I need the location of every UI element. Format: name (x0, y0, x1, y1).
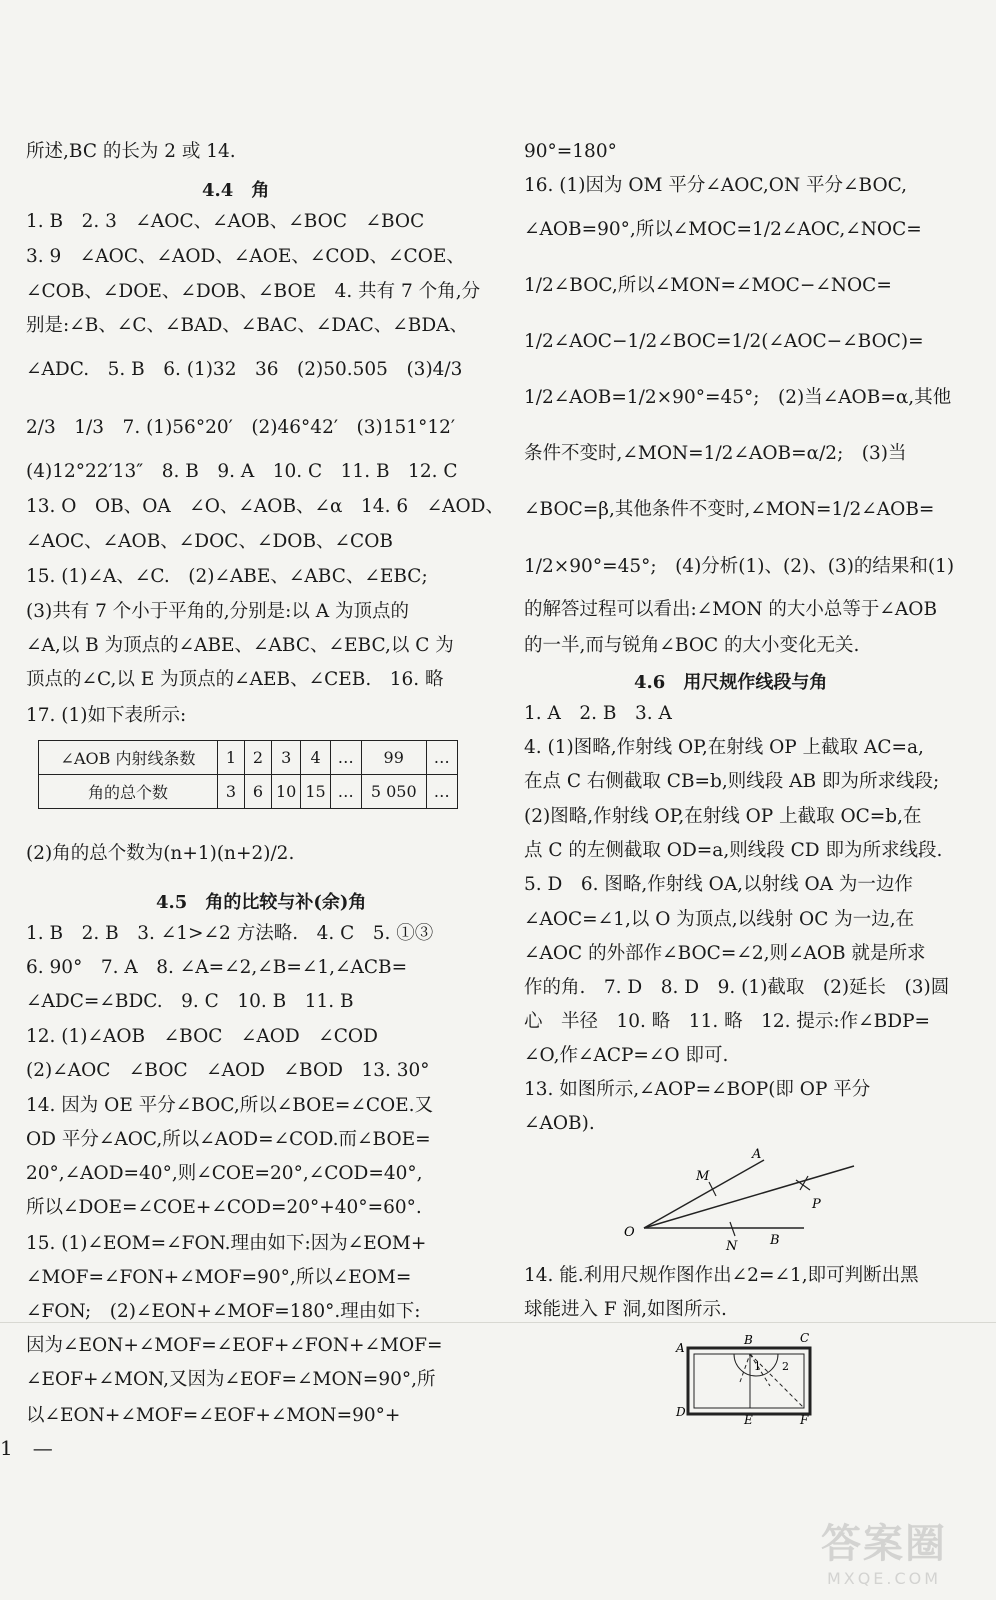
table-cell: 3 (272, 741, 301, 775)
watermark-url: MXQE.COM (826, 1569, 942, 1588)
text-line: ∠AOC=∠1,以 O 为顶点,以线射 OC 为一边,在 (524, 909, 915, 930)
text-line: 1/2×90°=45°; (4)分析(1)、(2)、(3)的结果和(1) (524, 556, 955, 577)
text-line: OD 平分∠AOC,所以∠AOD=∠COD.而∠BOE= (26, 1129, 431, 1150)
table-outer (688, 1348, 810, 1414)
text-line: 在点 C 右侧截取 CB=b,则线段 AB 即为所求线段; (524, 771, 940, 792)
text-line: 15. (1)∠EOM=∠FON.理由如下:因为∠EOM+ (26, 1233, 427, 1254)
fig-label: C (800, 1331, 810, 1345)
page-rule (0, 1322, 996, 1323)
text-line: ∠BOC=β,其他条件不变时,∠MON=1/2∠AOB= (524, 499, 935, 520)
text-line: 的一半,而与锐角∠BOC 的大小变化无关. (524, 635, 860, 656)
text-line: 所述,BC 的长为 2 或 14. (26, 141, 236, 162)
text-line: 因为∠EON+∠MOF=∠EOF+∠FON+∠MOF= (26, 1335, 443, 1356)
arc-mark-m (709, 1182, 716, 1196)
text-line: 17. (1)如下表所示: (26, 705, 187, 726)
text-line: ∠EOF+∠MON,又因为∠EOF=∠MON=90°,所 (26, 1369, 436, 1390)
table-cell: 15 (301, 775, 330, 809)
fig-label: B (744, 1333, 753, 1347)
path-line-in (740, 1354, 750, 1382)
watermark-text: 答案圈 (821, 1521, 947, 1567)
section-heading-4-6: 4.6 用尺规作线段与角 (634, 672, 828, 693)
text-line: ∠O,作∠ACP=∠O 即可. (524, 1045, 729, 1066)
table-cell: 5 050 (361, 775, 426, 809)
angle-bisector-figure (614, 1146, 864, 1256)
fig-label: A (752, 1147, 762, 1162)
text-line: 20°,∠AOD=40°,则∠COE=20°,∠COD=40°, (26, 1163, 423, 1184)
text-line: (2)角的总个数为(n+1)(n+2)/2. (26, 843, 295, 864)
text-line: 1/2∠AOB=1/2×90°=45°; (2)当∠AOB=α,其他 (524, 387, 952, 408)
text-line: ∠ADC. 5. B 6. (1)32 36 (2)50.505 (3)4/3 (26, 359, 463, 380)
text-line: 13. O OB、OA ∠O、∠AOB、∠α 14. 6 ∠AOD、 (26, 496, 504, 517)
fig-label: M (696, 1169, 710, 1184)
table-row (39, 775, 458, 809)
text-line: ∠AOC、∠AOB、∠DOC、∠DOB、∠COB (26, 531, 393, 552)
text-line: (2)∠AOC ∠BOC ∠AOD ∠BOD 13. 30° (26, 1060, 430, 1081)
text-line: 作的角. 7. D 8. D 9. (1)截取 (2)延长 (3)圆 (524, 977, 950, 998)
text-line: ∠AOB). (524, 1113, 595, 1134)
section-heading-4-4: 4.4 角 (202, 180, 270, 201)
text-line: 所以∠DOE=∠COE+∠COD=20°+40°=60°. (26, 1197, 422, 1218)
text-line: 顶点的∠C,以 E 为顶点的∠AEB、∠CEB. 16. 略 (26, 669, 444, 690)
text-line: ∠AOC 的外部作∠BOC=∠2,则∠AOB 就是所求 (524, 943, 926, 964)
text-line: 别是:∠B、∠C、∠BAD、∠BAC、∠DAC、∠BDA、 (26, 315, 469, 336)
billiard-table-figure (674, 1330, 824, 1430)
text-line: 以∠EON+∠MOF=∠EOF+∠MON=90°+ (26, 1405, 401, 1426)
table-cell: … (426, 741, 457, 775)
fig-label: 1 (754, 1360, 761, 1373)
text-line: (2)图略,作射线 OP,在射线 OP 上截取 OC=b,在 (524, 806, 922, 827)
fig-label: 2 (782, 1360, 789, 1373)
fig-label: B (770, 1233, 780, 1248)
fig-label: A (676, 1341, 685, 1355)
text-line: 1. B 2. B 3. ∠1>∠2 方法略. 4. C 5. ①③ (26, 923, 434, 944)
table-cell: 角的总个数 (39, 775, 218, 809)
text-line: 4. (1)图略,作射线 OP,在射线 OP 上截取 AC=a, (524, 737, 924, 758)
text-line: ∠COB、∠DOE、∠DOB、∠BOE 4. 共有 7 个角,分 (26, 281, 481, 302)
table-cell: 3 (218, 775, 245, 809)
table-cell: … (426, 775, 457, 809)
text-line: 1/2∠BOC,所以∠MON=∠MOC−∠NOC= (524, 275, 892, 296)
text-line: 点 C 的左侧截取 OD=a,则线段 CD 即为所求线段. (524, 840, 943, 861)
text-line: 5. D 6. 图略,作射线 OA,以射线 OA 为一边作 (524, 874, 913, 895)
text-line: ∠MOF=∠FON+∠MOF=90°,所以∠EOM= (26, 1267, 412, 1288)
table-cell: 10 (272, 775, 301, 809)
text-line: ∠FON; (2)∠EON+∠MOF=180°.理由如下: (26, 1301, 421, 1322)
fig-label: E (744, 1413, 753, 1427)
text-line: 14. 因为 OE 平分∠BOC,所以∠BOE=∠COE.又 (26, 1095, 434, 1116)
ray-count-table (38, 740, 458, 809)
fig-label: F (800, 1413, 809, 1427)
ray-op (644, 1166, 854, 1228)
text-line: ∠A,以 B 为顶点的∠ABE、∠ABC、∠EBC,以 C 为 (26, 635, 454, 656)
text-line: ∠AOB=90°,所以∠MOC=1/2∠AOC,∠NOC= (524, 219, 922, 240)
section-heading-4-5: 4.5 角的比较与补(余)角 (156, 892, 367, 913)
text-line: 14. 能.利用尺规作图作出∠2=∠1,即可判断出黑 (524, 1265, 919, 1286)
table-cell: … (330, 741, 361, 775)
table-cell: 4 (301, 741, 330, 775)
watermark-logo (794, 1512, 974, 1588)
text-line: ∠ADC=∠BDC. 9. C 10. B 11. B (26, 991, 354, 1012)
text-line: 12. (1)∠AOB ∠BOC ∠AOD ∠COD (26, 1026, 378, 1047)
table-cell: … (330, 775, 361, 809)
table-cell: 1 (218, 741, 245, 775)
text-line: 球能进入 F 洞,如图所示. (524, 1299, 727, 1320)
table-cell: 6 (245, 775, 272, 809)
text-line: 1. A 2. B 3. A (524, 703, 672, 724)
text-line: 1. B 2. 3 ∠AOC、∠AOB、∠BOC ∠BOC (26, 211, 425, 232)
text-line: 6. 90° 7. A 8. ∠A=∠2,∠B=∠1,∠ACB= (26, 957, 408, 978)
text-line: 的解答过程可以看出:∠MON 的大小总等于∠AOB (524, 599, 938, 620)
text-line: 3. 9 ∠AOC、∠AOD、∠AOE、∠COD、∠COE、 (26, 246, 465, 267)
page-number-mark: 1 — (0, 1436, 53, 1460)
fig-label: N (726, 1239, 738, 1254)
text-line: 条件不变时,∠MON=1/2∠AOB=α/2; (3)当 (524, 443, 907, 464)
text-line: 13. 如图所示,∠AOP=∠BOP(即 OP 平分 (524, 1079, 871, 1100)
fig-label: O (624, 1225, 635, 1240)
fig-label: P (812, 1197, 821, 1212)
table-cell: 2 (245, 741, 272, 775)
text-line: (4)12°22′13″ 8. B 9. A 10. C 11. B 12. C (26, 461, 458, 482)
text-line: (3)共有 7 个小于平角的,分别是:以 A 为顶点的 (26, 601, 409, 622)
text-line: 90°=180° (524, 141, 617, 162)
table-row (39, 741, 458, 775)
text-line: 2/3 1/3 7. (1)56°20′ (2)46°42′ (3)151°12′ (26, 417, 456, 438)
table-cell: 99 (361, 741, 426, 775)
text-line: 15. (1)∠A、∠C. (2)∠ABE、∠ABC、∠EBC; (26, 566, 428, 587)
table-cell: ∠AOB 内射线条数 (39, 741, 218, 775)
text-line: 心 半径 10. 略 11. 略 12. 提示:作∠BDP= (524, 1011, 931, 1032)
text-line: 1/2∠AOC−1/2∠BOC=1/2(∠AOC−∠BOC)= (524, 331, 924, 352)
fig-label: D (676, 1405, 686, 1419)
text-line: 16. (1)因为 OM 平分∠AOC,ON 平分∠BOC, (524, 175, 907, 196)
arc-mark-n (730, 1222, 735, 1236)
